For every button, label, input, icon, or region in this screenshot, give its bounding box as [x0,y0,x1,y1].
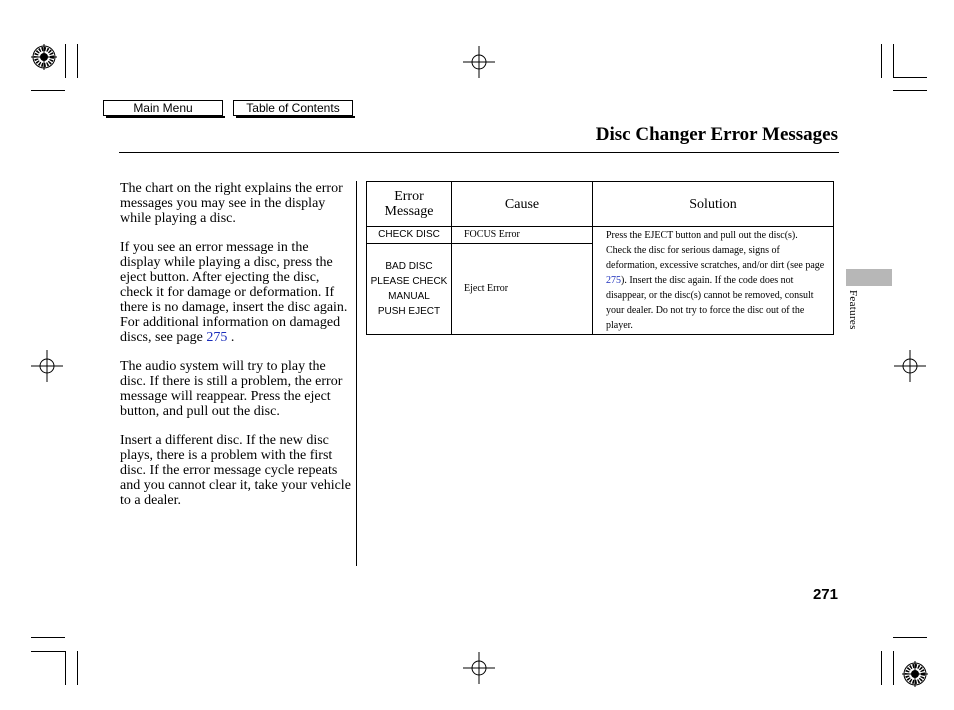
paragraph: Insert a different disc. If the new disc plays, there is a problem with the first disc. If the error message cycle repeats and you cannot clear it, take your vehicle to a dealer. [120,433,351,508]
cause-cell: FOCUS Error [452,227,593,244]
registration-rosette-icon [31,44,57,70]
error-message-cell: BAD DISC PLEASE CHECK MANUAL PUSH EJECT [367,243,452,334]
page-number: 271 [812,586,838,603]
paragraph: The audio system will try to play the disc. If there is still a problem, the error message will reappear. Press the eject button, and pull out the disc. [120,359,343,419]
header-cause: Cause [452,182,593,227]
page-title: Disc Changer Error Messages [595,124,838,145]
column-divider [356,181,357,566]
page-275-link[interactable]: 275 [206,330,228,345]
body-text [120,181,352,522]
main-menu-button[interactable]: Main Menu [103,100,223,116]
section-label: Features [847,290,859,330]
page-275-link[interactable]: 275 [606,275,621,286]
paragraph [120,240,352,345]
error-message-cell: CHECK DISC [367,227,452,244]
paragraph-text: . [227,330,235,345]
header-error-message: Error Message [367,182,452,227]
registration-crosshair-icon [894,350,926,382]
table-header-row [367,182,834,227]
registration-crosshair-icon [463,652,495,684]
paragraph-text: For additional information on damaged discs, see page [120,315,341,345]
cause-cell: Eject Error [452,243,593,334]
registration-crosshair-icon [463,46,495,78]
section-tab [846,269,892,286]
solution-cell: Press the EJECT button and pull out the disc(s). Check the disc for serious damage, signs of deformation, excessive scratches, and/or dirt (see page 275). Insert the disc again. If the code does not disappear, or the disc(s) cannot be removed, consult your dealer. Do not try to force the disc out of the player. [593,227,834,335]
table-of-contents-button[interactable]: Table of Contents [233,100,353,116]
paragraph-text: If you see an error message in the display while playing a disc, press the eject button. After ejecting the disc, check it for damage or deformation. If there is no damage, insert the disc again. [120,240,348,315]
registration-crosshair-icon [31,350,63,382]
table-row [367,227,834,244]
paragraph: The chart on the right explains the error messages you may see in the display while playing a disc. [120,181,343,226]
header-solution: Solution [593,182,834,227]
registration-rosette-icon [902,661,928,687]
title-rule [119,152,839,153]
error-message-table [366,181,834,335]
